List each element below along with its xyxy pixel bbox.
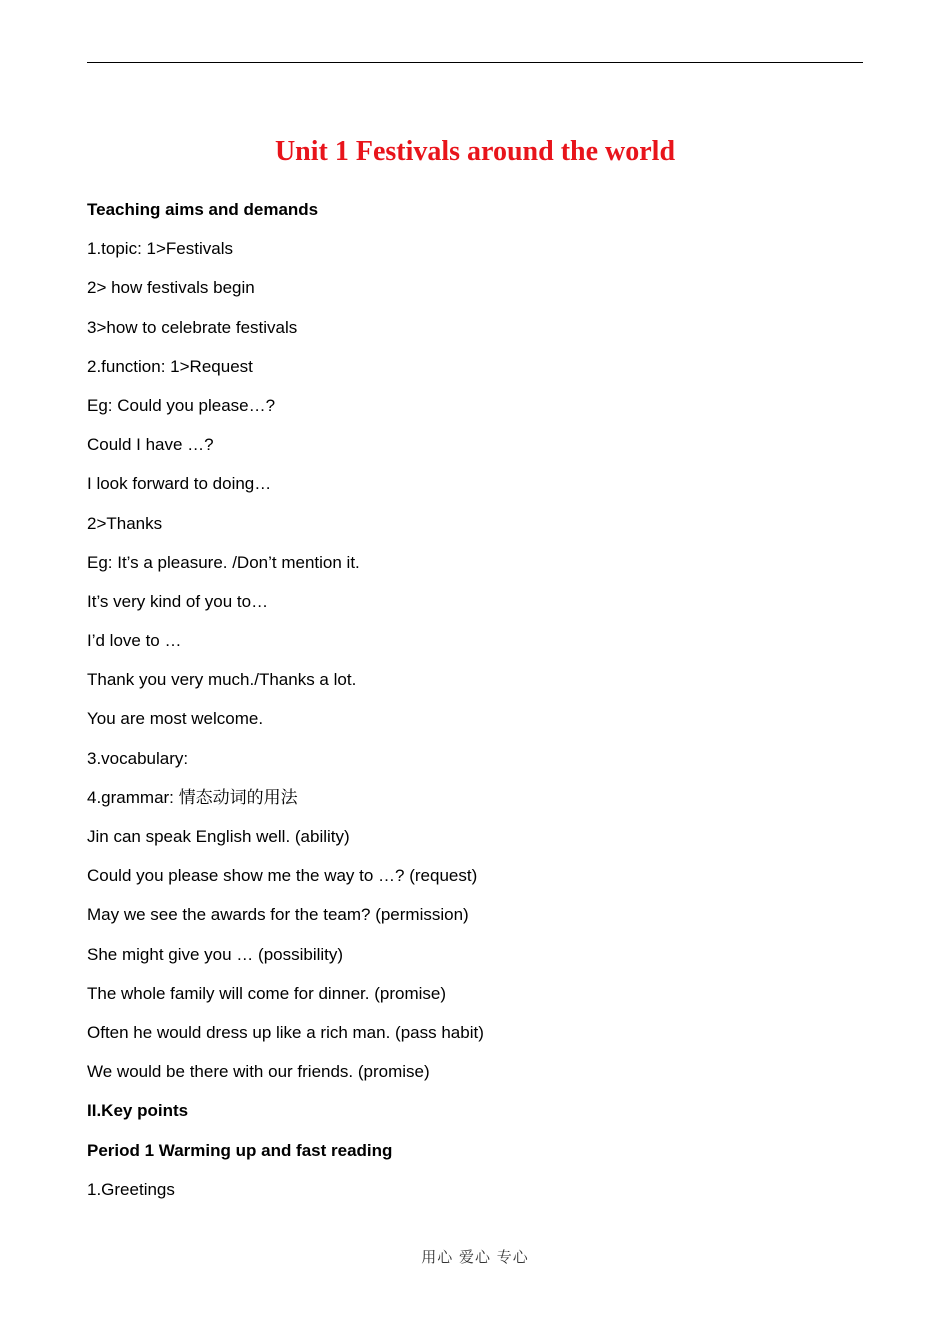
text-line: 1.Greetings xyxy=(87,1179,175,1199)
text-line: Often he would dress up like a rich man. (pass habit) xyxy=(87,1022,484,1042)
text-line: Could you please show me the way to …? (request) xyxy=(87,866,478,886)
text-line: Jin can speak English well. (ability) xyxy=(87,827,350,846)
text-line: 1.topic: 1>Festivals xyxy=(87,239,233,259)
header-rule xyxy=(87,62,863,63)
text-line: 3.vocabulary: xyxy=(87,748,189,768)
text-line: She might give you … (possibility) xyxy=(87,944,344,964)
page-footer: 用心 爱心 专心 xyxy=(421,1248,529,1266)
text-line: I’d love to … xyxy=(87,631,182,651)
text-line: May we see the awards for the team? (permission) xyxy=(87,905,469,925)
document-body xyxy=(87,197,863,1216)
text-line: The whole family will come for dinner. (promise) xyxy=(87,983,447,1003)
text-line: Eg: It’s a pleasure. /Don’t mention it. xyxy=(87,552,360,572)
section-heading: Period 1 Warming up and fast reading xyxy=(87,1140,393,1160)
text-line: It’s very kind of you to… xyxy=(87,591,269,611)
text-line: 2.function: 1>Request xyxy=(87,356,253,376)
text-line: 2>Thanks xyxy=(87,513,163,533)
text-line: Could I have …? xyxy=(87,435,214,455)
text-line: Thank you very much./Thanks a lot. xyxy=(87,670,357,690)
section-heading: Teaching aims and demands xyxy=(87,200,319,219)
section-heading: II.Key points xyxy=(87,1101,189,1121)
text-line: I look forward to doing… xyxy=(87,474,272,494)
text-line: We would be there with our friends. (promise) xyxy=(87,1062,430,1082)
document-title: Unit 1 Festivals around the world xyxy=(274,136,676,167)
text-line: You are most welcome. xyxy=(87,709,264,729)
text-line: 2> how festivals begin xyxy=(87,278,255,298)
text-line: Eg: Could you please…? xyxy=(87,395,276,415)
text-line: 4.grammar: 情态动词的用法 xyxy=(87,787,298,807)
text-line: 3>how to celebrate festivals xyxy=(87,317,298,337)
